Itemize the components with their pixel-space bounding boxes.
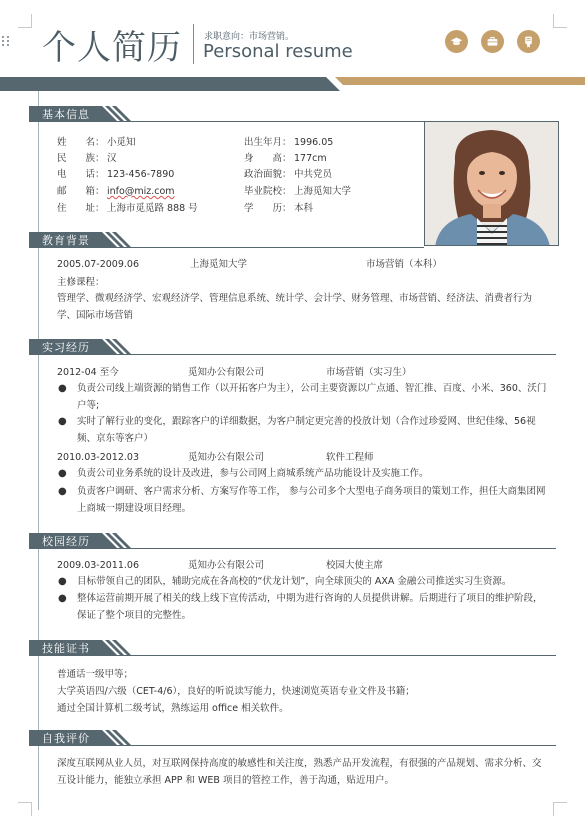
drag-handle-icon[interactable] — [2, 36, 11, 47]
education-major: 市场营销（本科） — [366, 259, 443, 270]
political-label: 政治面貌： — [244, 169, 292, 180]
section-title-internship: 实习经历 — [29, 339, 138, 355]
header-divider — [193, 24, 194, 64]
internship-company: 觅知办公有限公司 — [188, 452, 265, 463]
ethnic-value: 汉 — [107, 153, 117, 164]
briefcase-icon — [481, 30, 504, 53]
birth-label: 出生年月： — [244, 137, 292, 148]
section-title-tail — [94, 232, 138, 248]
campus-item: 目标带领自己的团队，辅助完成在各高校的“伏龙计划”，向全球顶尖的 AXA 金融公司推送实习生资源。 — [77, 576, 512, 587]
bullet-icon: ● — [58, 383, 67, 394]
bullet-icon: ● — [58, 593, 67, 604]
page-subtitle: Personal resume — [203, 41, 353, 62]
ethnic-label: 民 族： — [57, 153, 105, 164]
internship-item: 实时了解行业的变化，跟踪客户的详细数据，为客户制定更完善的投放计划（合作过珍爱网、世纪佳缘、56视频、京东等客户） — [77, 416, 536, 444]
campus-role: 校园大使主席 — [326, 560, 384, 571]
degree-value: 本科 — [294, 203, 314, 214]
skill-item: 通过全国计算机二级考试，熟练运用 office 相关软件。 — [57, 703, 289, 714]
internship-period: 2010.03-2012.03 — [57, 452, 139, 463]
internship-period: 2012-04 至今 — [57, 367, 119, 378]
section-title-skills: 技能证书 — [29, 640, 138, 656]
name-label: 姓 名： — [57, 137, 105, 148]
height-value: 177cm — [294, 153, 327, 164]
address-label: 住 址： — [57, 203, 105, 214]
height-label: 身 高： — [244, 153, 292, 164]
section-rule — [108, 548, 556, 549]
address-value: 上海市觅觅路 888 号 — [107, 203, 198, 214]
header-band — [0, 77, 585, 91]
bullet-icon: ● — [58, 468, 67, 479]
bullet-icon: ● — [58, 416, 67, 427]
section-rule — [108, 121, 424, 122]
corner-mark-bottom-right — [553, 802, 567, 816]
section-title-basic: 基本信息 — [29, 106, 138, 122]
section-rule — [108, 354, 556, 355]
timeline-rule — [38, 91, 39, 810]
political-value: 中共党员 — [294, 169, 333, 180]
school-value: 上海觅知大学 — [294, 186, 352, 197]
page-title: 个人简历 — [42, 28, 182, 68]
internship-company: 觅知办公有限公司 — [188, 367, 265, 378]
section-title-education: 教育背景 — [29, 232, 138, 248]
email-value: info@miz.com — [107, 186, 175, 197]
phone-value: 123-456-7890 — [107, 169, 175, 180]
bullet-icon: ● — [58, 486, 67, 497]
education-period: 2005.07-2009.06 — [57, 259, 139, 270]
education-school: 上海觅知大学 — [190, 259, 248, 270]
phone-label: 电 话： — [57, 169, 105, 180]
section-title-tail — [94, 730, 138, 746]
campus-item: 整体运营前期开展了相关的线上线下宣传活动，中期为进行咨询的人员提供讲解。后期进行了项目的维护阶段，保证了整个项目的完整性。 — [77, 593, 543, 621]
job-intent: 求职意向：市场营销。 — [204, 32, 295, 42]
bullet-icon: ● — [58, 576, 67, 587]
internship-role: 软件工程师 — [326, 452, 374, 463]
corner-mark-top-right — [553, 14, 567, 28]
section-title-tail — [94, 339, 138, 355]
section-title-tail — [94, 640, 138, 656]
section-title-tail — [94, 533, 138, 549]
section-title-campus: 校园经历 — [29, 533, 138, 549]
section-rule — [108, 247, 424, 248]
skill-item: 大学英语四/六级（CET-4/6），良好的听说读写能力，快速浏览英语专业文件及书籍； — [57, 686, 415, 697]
campus-period: 2009.03-2011.06 — [57, 560, 139, 571]
graduation-cap-icon — [445, 30, 468, 53]
internship-item: 负责客户调研、客户需求分析、方案写作等工作， 参与公司多个大型电子商务项目的策划工作，担任大商集团网上商城一期建设项目经理。 — [77, 486, 546, 514]
internship-role: 市场营销（实习生） — [326, 367, 412, 378]
profile-photo — [424, 121, 559, 246]
degree-label: 学 历： — [244, 203, 292, 214]
section-rule — [108, 655, 556, 656]
corner-mark-bottom-left — [18, 802, 32, 816]
courses-label: 主修课程： — [57, 277, 105, 288]
campus-company: 觅知办公有限公司 — [188, 560, 265, 571]
email-label: 邮 箱： — [57, 186, 105, 197]
section-rule — [108, 745, 556, 746]
section-title-tail — [94, 106, 138, 122]
courses-text: 管理学、微观经济学、宏观经济学、管理信息系统、统计学、会计学、财务管理、市场营销、经济法、消费者行为学、国际市场营销 — [57, 293, 533, 321]
skill-item: 普通话一级甲等； — [57, 669, 134, 680]
internship-item: 负责公司线上端资源的销售工作（以开拓客户为主），公司主要资源以广点通、智汇推、百度、小米、360、沃门户等; — [77, 383, 547, 411]
internship-item: 负责公司业务系统的设计及改进，参与公司网上商城系统产品功能设计及实施工作。 — [77, 468, 429, 479]
section-title-self-eval: 自我评价 — [29, 730, 138, 746]
certificate-icon — [517, 30, 540, 53]
school-label: 毕业院校： — [244, 186, 292, 197]
corner-mark-top-left — [18, 14, 32, 28]
self-eval-text: 深度互联网从业人员，对互联网保持高度的敏感性和关注度，熟悉产品开发流程，有很强的产品规划、需求分析、交互设计能力，能独立承担 APP 和 WEB 项目的管控工作，善于沟通，贴近用户。 — [57, 758, 542, 786]
birth-value: 1996.05 — [294, 137, 334, 148]
name-value: 小觅知 — [107, 137, 136, 148]
header-icons — [445, 30, 540, 53]
